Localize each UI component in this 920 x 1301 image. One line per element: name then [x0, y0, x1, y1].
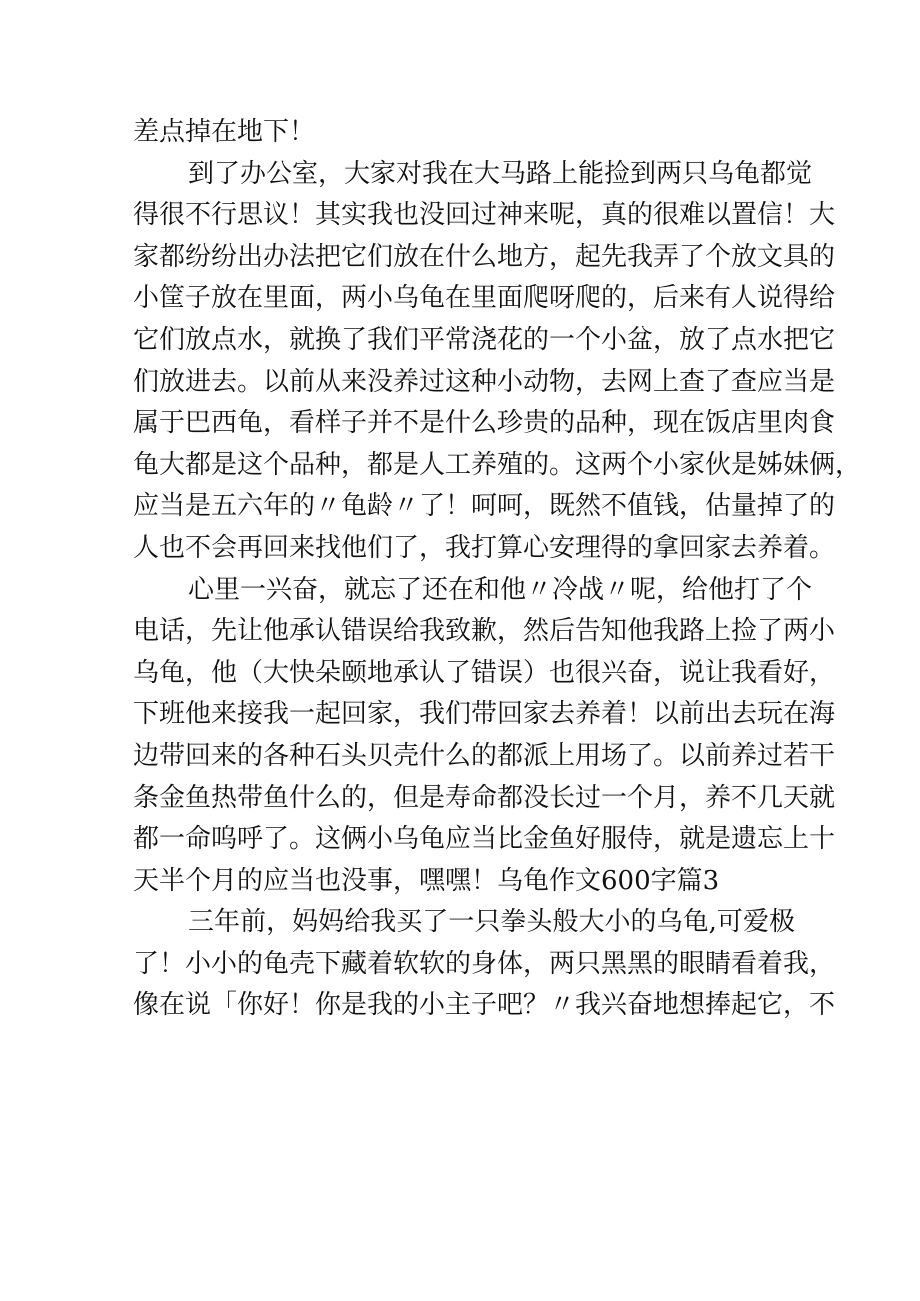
- text-line: 应当是五六年的〃龟龄〃了！呵呵，既然不值钱，估量掉了的: [133, 491, 836, 522]
- text-line: 下班他来接我一起回家，我们带回家去养着！以前出去玩在海: [133, 699, 836, 730]
- text-line: 像在说「你好！你是我的小主子吧？〃我兴奋地想捧起它，不: [133, 990, 836, 1021]
- text-line: 边带回来的各种石头贝壳什么的都派上用场了。以前养过若干: [133, 740, 836, 771]
- text-line: 们放进去。以前从来没养过这种小动物，去网上查了查应当是: [133, 366, 836, 397]
- paragraph-2: [133, 154, 862, 570]
- text-line: 到了办公室，大家对我在大马路上能捡到两只乌龟都觉: [188, 158, 813, 189]
- text-line: 人也不会再回来找他们了，我打算心安理得的拿回家去养着。: [133, 532, 836, 563]
- text-line: 得很不行思议！其实我也没回过神来呢，真的很难以置信！大: [133, 200, 836, 231]
- text-line: 三年前，妈妈给我买了一只拳头般大小的乌龟,可爱极: [188, 907, 795, 938]
- text-line: 龟大都是这个品种，都是人工养殖的。这两个小家伙是姊妹俩，: [133, 449, 862, 480]
- text-line: 小筐子放在里面，两小乌龟在里面爬呀爬的，后来有人说得给: [133, 283, 836, 314]
- text-line: 天半个月的应当也没事，嘿嘿！乌龟作文600字篇3: [133, 865, 720, 896]
- document-body: [133, 112, 862, 1027]
- text-line: 差点掉在地下！: [133, 117, 316, 147]
- paragraph-4: [133, 902, 836, 1027]
- text-line: 了！小小的龟壳下藏着软软的身体，两只黑黑的眼睛看着我，: [133, 948, 836, 979]
- text-line: 条金鱼热带鱼什么的，但是寿命都没长过一个月，养不几天就: [133, 782, 836, 813]
- text-line: 家都纷纷出办法把它们放在什么地方，起先我弄了个放文具的: [133, 241, 836, 272]
- text-line: 属于巴西龟，看样子并不是什么珍贵的品种，现在饭店里肉食: [133, 408, 836, 439]
- paragraph-3: [133, 570, 836, 903]
- text-line: 乌龟，他（大快朵颐地承认了错误）也很兴奋，说让我看好，: [133, 657, 836, 688]
- text-line: 它们放点水，就换了我们平常浇花的一个小盆，放了点水把它: [133, 324, 836, 355]
- text-line: 都一命呜呼了。这俩小乌龟应当比金鱼好服侍，就是遗忘上十: [133, 824, 836, 855]
- paragraph-1: [133, 112, 795, 154]
- text-line: 心里一兴奋，就忘了还在和他〃冷战〃呢，给他打了个: [188, 574, 813, 605]
- text-line: 电话，先让他承认错误给我致歉，然后告知他我路上捡了两小: [133, 616, 836, 647]
